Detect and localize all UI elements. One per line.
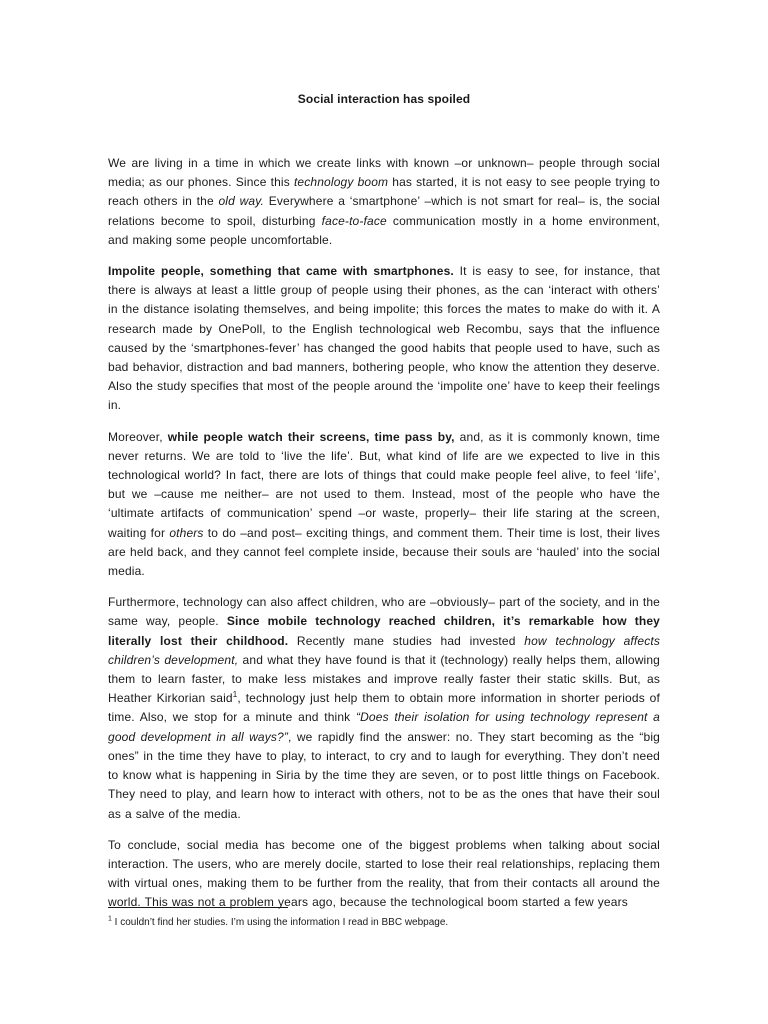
paragraph-5 — [108, 836, 660, 913]
paragraph-3 — [108, 428, 660, 582]
bold-run: Impolite people, something that came with smartphones. — [108, 264, 454, 279]
text-run: communication mostly in a home environment, and making some people uncomfortable. — [108, 213, 660, 247]
footnote-separator — [108, 907, 288, 908]
text-run: Moreover, — [108, 429, 168, 444]
bold-run: while people watch their screens, time pass by, — [167, 429, 455, 444]
paragraph-4 — [108, 593, 660, 823]
italic-run: how technology affects children’s development, — [108, 633, 661, 667]
text-run: has started, it is not easy to see people trying to reach others in the — [108, 175, 661, 209]
text-run: and, as it is commonly known, time never returns. We are told to ‘live the life’. But, what kind of life are we expected to live in this technological world? In fact, there are lots of things that could make people feel alive, to feel ‘life’, but we –cause me neither– are not used to them. Instead, most of the people who have the ‘ultimate artifacts of communication’ spend –or waste, properly– their life staring at the screen, waiting for — [108, 429, 660, 540]
italic-run: others — [169, 525, 204, 540]
text-run: It is easy to see, for instance, that there is always at least a little group of people using their phones, as the can ‘interact with others’ in the distance isolating themselves, and being impolite; this forces the mates to make do with it. A research made by OnePoll, to the English technological web Recombu, says that the influence caused by the ‘smartphones-fever’ has changed the good habits that people used to have, such as bad behavior, distraction and bad manners, bothering people, who know the attention they deserve. Also the study specifies that most of the people around the ‘impolite one’ have to keep their feelings in. — [108, 264, 660, 413]
text-run: Everywhere a ‘smartphone’ –which is not smart for real– is, the social relations become to spoil, disturbing — [108, 194, 660, 228]
text-run: To conclude, social media has become one of the biggest problems when talking about social interaction. The users, who are merely docile, started to lose their real relationships, replacing them with virtual ones, making them to be further from the reality, that from their contacts all around the world. This was not a problem years ago, because the technological boom started a few years — [108, 837, 660, 910]
italic-run: face-to-face — [321, 213, 387, 228]
text-run: Furthermore, technology can also affect children, who are –obviously– part of the society, and in the same way, people. — [108, 595, 660, 629]
text-run: to do –and post– exciting things, and comment them. Their time is lost, their lives are held back, and they cannot feel complete inside, because their souls are ‘hauled’ into the social media. — [108, 525, 660, 579]
italic-run: old way. — [218, 194, 265, 209]
footnote-text: I couldn’t find her studies. I’m using the information I read in BBC webpage. — [111, 917, 449, 928]
text-run: , technology just help them to obtain more information in shorter periods of time. Also, we stop for a minute and think — [108, 691, 660, 725]
text-run: , we rapidly find the answer: no. They start becoming as the “big ones” in the time they have to play, to interact, to cry and to laugh for everything. They don’t need to know what is happening in Siria by the time they are seven, or to post little things on Facebook. They need to play, and learn how to interact with others, not to be as the ones that have their soul as a salve of the media. — [108, 729, 660, 821]
footnote-reference: 1 — [232, 690, 238, 700]
paragraph-2 — [108, 262, 660, 416]
document-title: Social interaction has spoiled — [297, 92, 471, 106]
footnote-marker: 1 — [108, 915, 112, 923]
footnote — [108, 916, 660, 930]
text-run: Recently mane studies had invested — [288, 633, 525, 648]
text-run: We are living in a time in which we create links with known –or unknown– people through social media; as our phones. Since this — [108, 156, 660, 190]
italic-run: technology boom — [293, 175, 389, 190]
bold-run: Since mobile technology reached children, it’s remarkable how they literally lost their childhood. — [108, 614, 660, 648]
italic-run: “Does their isolation for using technology represent a good development in all ways?” — [108, 710, 660, 744]
document-page — [108, 92, 660, 925]
paragraph-1 — [108, 154, 660, 250]
text-run: and what they have found is that it (technology) really helps them, allowing them to learn faster, to make less mistakes and improve really faster their static skills. But, as Heather Kirkorian said — [108, 652, 660, 706]
